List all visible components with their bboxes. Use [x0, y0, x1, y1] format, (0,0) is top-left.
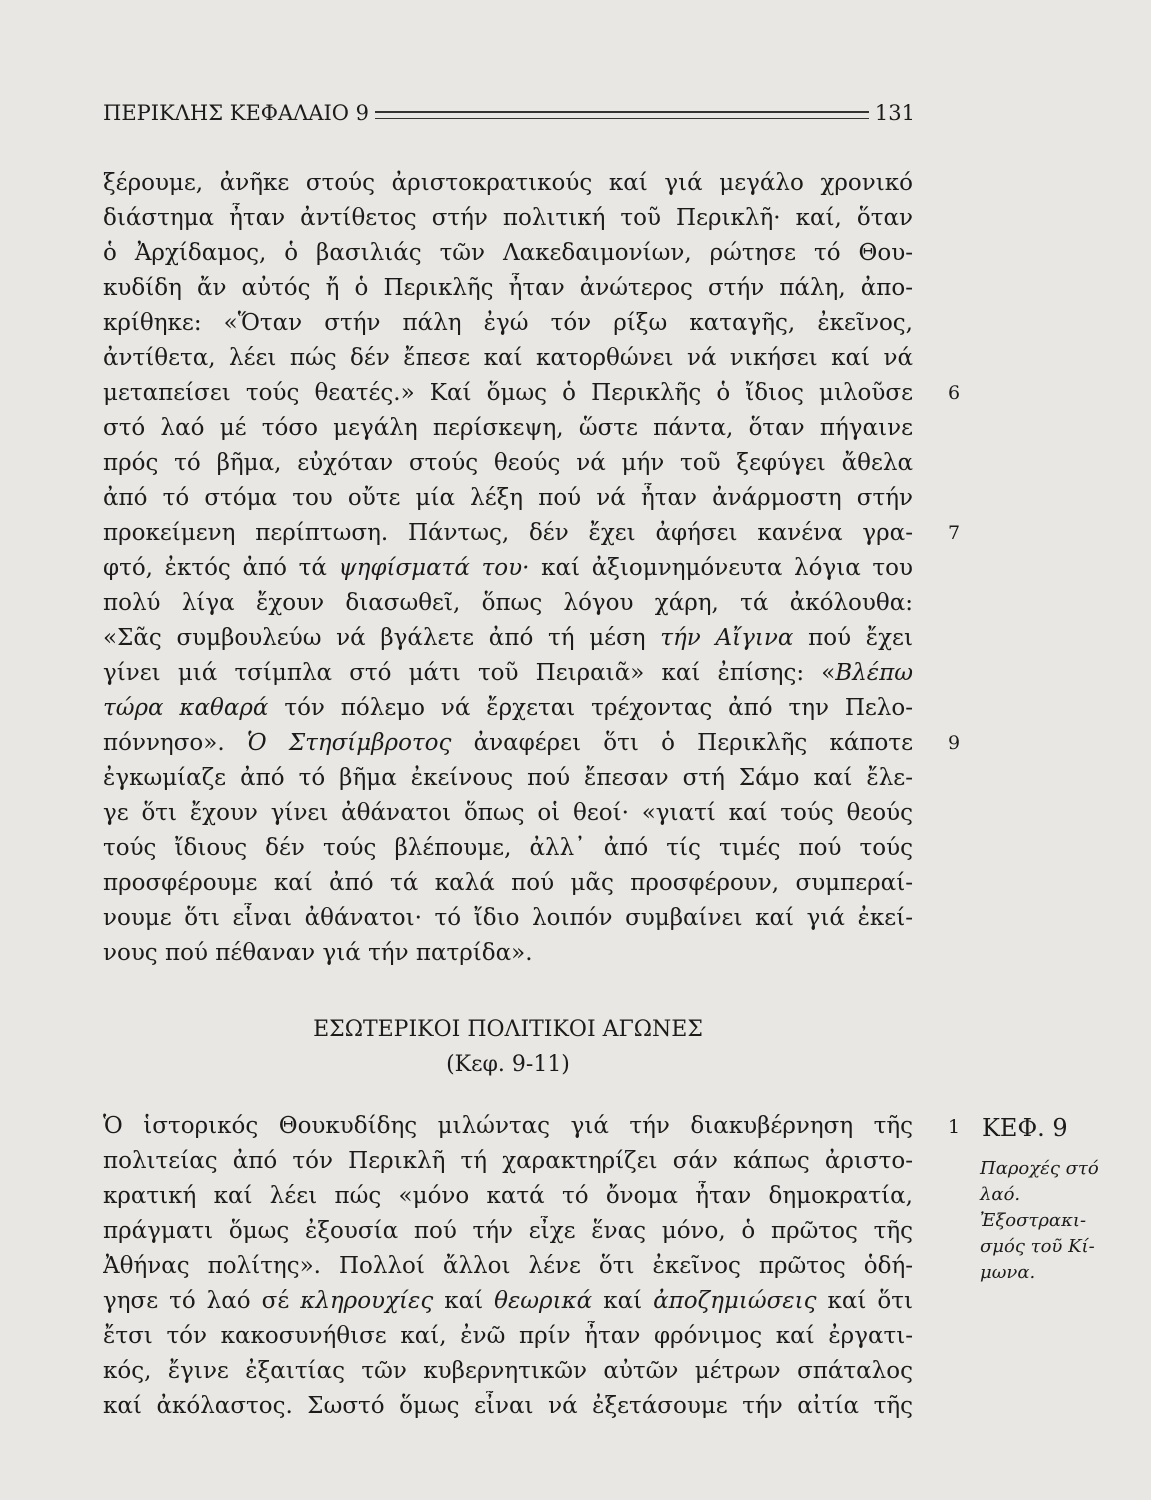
line-number: 9 [947, 732, 961, 754]
italic-span: ψηφίσματά του· [338, 555, 530, 581]
text-span: φτό, ἐκτός ἀπό τά [103, 555, 339, 581]
line-number: 7 [947, 522, 961, 544]
text-line: πολιτείας ἀπό τόν Περικλῆ τή χαρακτηρίζει σάν κάπως ἀριστο- [103, 1148, 913, 1174]
text-line [103, 658, 913, 690]
text-line: ξέρουμε, ἀνῆκε στούς ἀριστοκρατικούς καί γιά μεγάλο χρονικό [103, 170, 913, 196]
text-line: κρατική καί λέει πώς «μόνο κατά τό ὄνομα ἦταν δημοκρατία, [103, 1183, 913, 1209]
text-line: νουμε ὅτι εἶναι ἀθάνατοι· τό ἴδιο λοιπόν συμβαίνει καί γιά ἐκεί- [103, 905, 913, 931]
text-line [103, 623, 913, 655]
text-span: πόννησο». [103, 730, 247, 756]
text-line: προσφέρουμε καί ἀπό τά καλά πού μᾶς προσφέρουν, συμπεραί- [103, 870, 913, 896]
text-line: κός, ἔγινε ἐξαιτίας τῶν κυβερνητικῶν αὐτῶν μέτρων σπάταλος [103, 1358, 913, 1384]
text-line: στό λαό μέ τόσο μεγάλη περίσκεψη, ὥστε πάντα, ὅταν πήγαινε [103, 415, 913, 441]
margin-chapter-heading: ΚΕΦ. 9 [982, 1114, 1068, 1142]
italic-span: τήν Αἴγινα [660, 625, 794, 651]
section-subtitle: (Κεφ. 9-11) [446, 1052, 570, 1077]
text-line [103, 1286, 913, 1318]
text-span: γίνει μιά τσίμπλα στό μάτι τοῦ Πειραιᾶ» καί ἐπίσης: « [103, 660, 836, 686]
text-span: ἀναφέρει ὅτι ὁ Περικλῆς κάποτε [451, 730, 913, 756]
text-line: πρός τό βῆμα, εὐχόταν στούς θεούς νά μήν τοῦ ξεφύγει ἄθελα [103, 450, 913, 476]
text-line: διάστημα ἦταν ἀντίθετος στήν πολιτική τοῦ Περικλῆ· καί, ὅταν [103, 205, 913, 231]
text-line [103, 553, 913, 585]
text-line: τούς ἴδιους δέν τούς βλέπουμε, ἀλλ᾽ ἀπό τίς τιμές πού τούς [103, 835, 913, 861]
text-line: πολύ λίγα ἔχουν διασωθεῖ, ὅπως λόγου χάρη, τά ἀκόλουθα: [103, 590, 913, 616]
italic-span: θεωρικά [494, 1288, 593, 1314]
text-line [103, 693, 913, 725]
text-line: κρίθηκε: «Ὅταν στήν πάλη ἐγώ τόν ρίξω καταγῆς, ἐκεῖνος, [103, 310, 913, 336]
text-line: καί ἀκόλαστος. Σωστό ὅμως εἶναι νά ἐξετάσουμε τήν αἰτία τῆς [103, 1393, 913, 1419]
header-rule [375, 111, 869, 119]
section-title: ΕΣΩΤΕΡΙΚΟΙ ΠΟΛΙΤΙΚΟΙ ΑΓΩΝΕΣ [313, 1017, 703, 1042]
italic-span: ἀποζημιώσεις [653, 1288, 817, 1314]
text-line: μεταπείσει τούς θεατές.» Καί ὅμως ὁ Περικλῆς ὁ ἴδιος μιλοῦσε [103, 380, 913, 406]
line-number: 6 [947, 382, 961, 404]
running-header [103, 98, 915, 128]
text-span: καί ἀξιομνημόνευτα λόγια του [529, 555, 913, 581]
text-line: νους πού πέθαναν γιά τήν πατρίδα». [103, 940, 533, 966]
text-span: γησε τό λαό σέ [103, 1288, 301, 1314]
text-line [103, 728, 913, 760]
text-span: καί [433, 1288, 495, 1314]
margin-note-line: μωνα. [980, 1262, 1036, 1283]
margin-note-line: Παροχές στό [980, 1158, 1099, 1179]
text-line: ἐγκωμίαζε ἀπό τό βῆμα ἐκείνους πού ἔπεσαν στή Σάμο καί ἔλε- [103, 765, 913, 791]
margin-note-line: σμός τοῦ Κί- [980, 1236, 1095, 1257]
page-number: 131 [874, 101, 915, 125]
text-line: κυδίδη ἄν αὐτός ἤ ὁ Περικλῆς ἦταν ἀνώτερος στήν πάλη, ἀπο- [103, 275, 913, 301]
text-span: «Σᾶς συμβουλεύω νά βγάλετε ἀπό τή μέση [103, 625, 661, 651]
italic-span: τώρα καθαρά [103, 695, 269, 721]
text-span: τόν πόλεμο νά ἔρχεται τρέχοντας ἀπό την Πελο- [268, 695, 913, 721]
text-span: καί [592, 1288, 654, 1314]
text-line: Ἀθήνας πολίτης». Πολλοί ἄλλοι λένε ὅτι ἐκεῖνος πρῶτος ὁδή- [103, 1253, 913, 1279]
text-line: προκείμενη περίπτωση. Πάντως, δέν ἔχει ἀφήσει κανένα γρα- [103, 520, 913, 546]
text-line: γε ὅτι ἔχουν γίνει ἀθάνατοι ὅπως οἱ θεοί· «γιατί καί τούς θεούς [103, 800, 913, 826]
text-line: ἀντίθετα, λέει πώς δέν ἔπεσε καί κατορθώνει νά νικήσει καί νά [103, 345, 913, 371]
text-line: Ὁ ἱστορικός Θουκυδίδης μιλώντας γιά τήν διακυβέρνηση τῆς [103, 1113, 913, 1139]
italic-span: Βλέπω [835, 660, 913, 686]
text-line: ὁ Ἀρχίδαμος, ὁ βασιλιάς τῶν Λακεδαιμονίων, ρώτησε τό Θου- [103, 240, 913, 266]
header-title: ΠΕΡΙΚΛΗΣ ΚΕΦΑΛΑΙΟ 9 [103, 101, 370, 125]
italic-span: κληρουχίες [300, 1288, 434, 1314]
text-line: ἔτσι τόν κακοσυνήθισε καί, ἐνῶ πρίν ἦταν φρόνιμος καί ἐργατι- [103, 1323, 913, 1349]
margin-note-line: λαό. [980, 1184, 1021, 1205]
text-line: πράγματι ὅμως ἐξουσία πού τήν εἶχε ἕνας μόνο, ὁ πρῶτος τῆς [103, 1218, 913, 1244]
italic-span: Ὁ Στησίμβροτος [246, 730, 452, 756]
text-line: ἀπό τό στόμα του οὔτε μία λέξη πού νά ἦταν ἀνάρμοστη στήν [103, 485, 913, 511]
line-number: 1 [947, 1116, 961, 1138]
margin-note-line: Ἐξοστρακι- [980, 1210, 1087, 1231]
text-span: καί ὅτι [816, 1288, 913, 1314]
text-span: πού ἔχει [793, 625, 913, 651]
